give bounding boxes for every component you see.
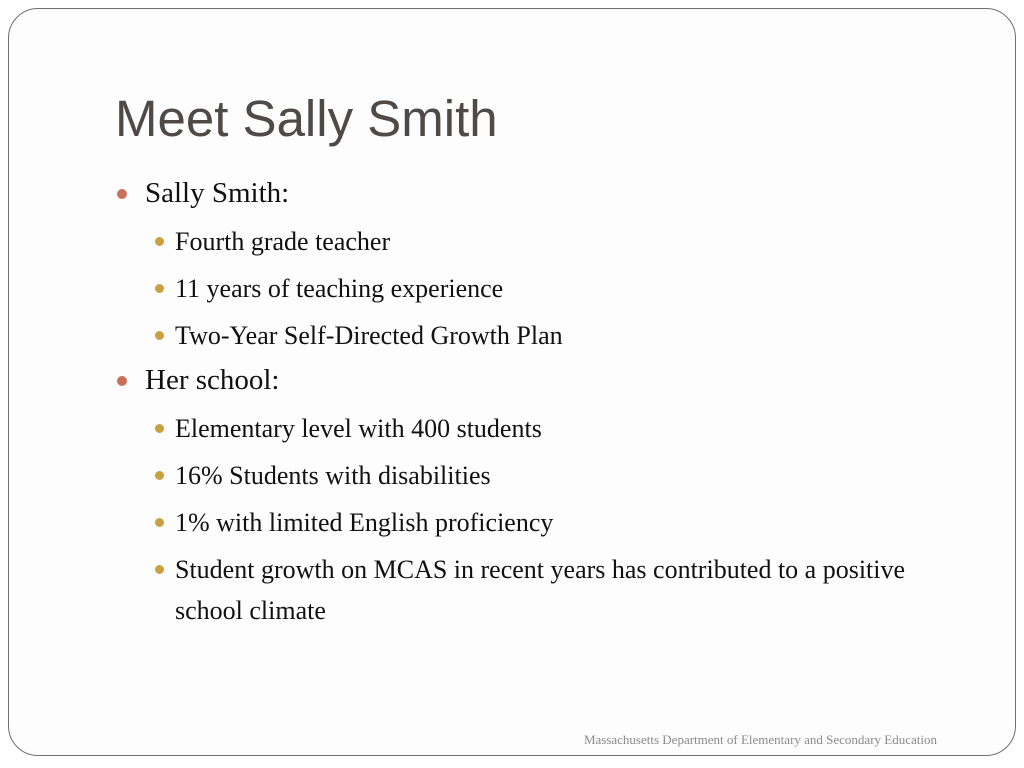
bullet-sally-smith <box>115 175 965 211</box>
sub-bullet-dot-icon <box>155 331 164 340</box>
slide-footer: Massachusetts Department of Elementary and Secondary Education <box>583 732 937 747</box>
sub-bullet-text: 1% with limited English proficiency <box>175 508 554 537</box>
sub-bullet <box>145 455 965 496</box>
sub-bullet <box>145 408 965 449</box>
sub-bullet-dot-icon <box>155 284 164 293</box>
sub-bullet-text: Fourth grade teacher <box>175 227 391 256</box>
sub-bullet-text: 16% Students with disabilities <box>175 461 491 490</box>
bullet-text: Sally Smith: <box>145 177 290 209</box>
sub-bullet <box>145 549 965 631</box>
sub-bullet <box>145 315 965 356</box>
sub-bullet-text: 11 years of teaching experience <box>175 274 504 303</box>
sub-bullet-dot-icon <box>155 237 164 246</box>
slide-content <box>115 175 965 637</box>
bullet-dot-icon <box>117 189 127 199</box>
sub-bullet-text: Student growth on MCAS in recent years has contributed to a positive school climate <box>175 555 906 625</box>
sub-bullet-dot-icon <box>155 518 164 527</box>
slide-frame <box>8 8 1016 756</box>
sub-bullet-dot-icon <box>155 424 164 433</box>
sub-bullet <box>145 221 965 262</box>
sally-smith-sublist <box>145 221 965 356</box>
slide-title: Meet Sally Smith <box>115 90 498 147</box>
sub-bullet-dot-icon <box>155 471 164 480</box>
bullet-dot-icon <box>117 376 127 386</box>
bullet-text: Her school: <box>145 364 280 396</box>
sub-bullet-text: Two-Year Self-Directed Growth Plan <box>175 321 563 350</box>
sub-bullet <box>145 268 965 309</box>
sub-bullet-dot-icon <box>155 565 164 574</box>
sub-bullet-text: Elementary level with 400 students <box>175 414 542 443</box>
her-school-sublist <box>145 408 965 631</box>
sub-bullet <box>145 502 965 543</box>
bullet-her-school <box>115 362 965 398</box>
